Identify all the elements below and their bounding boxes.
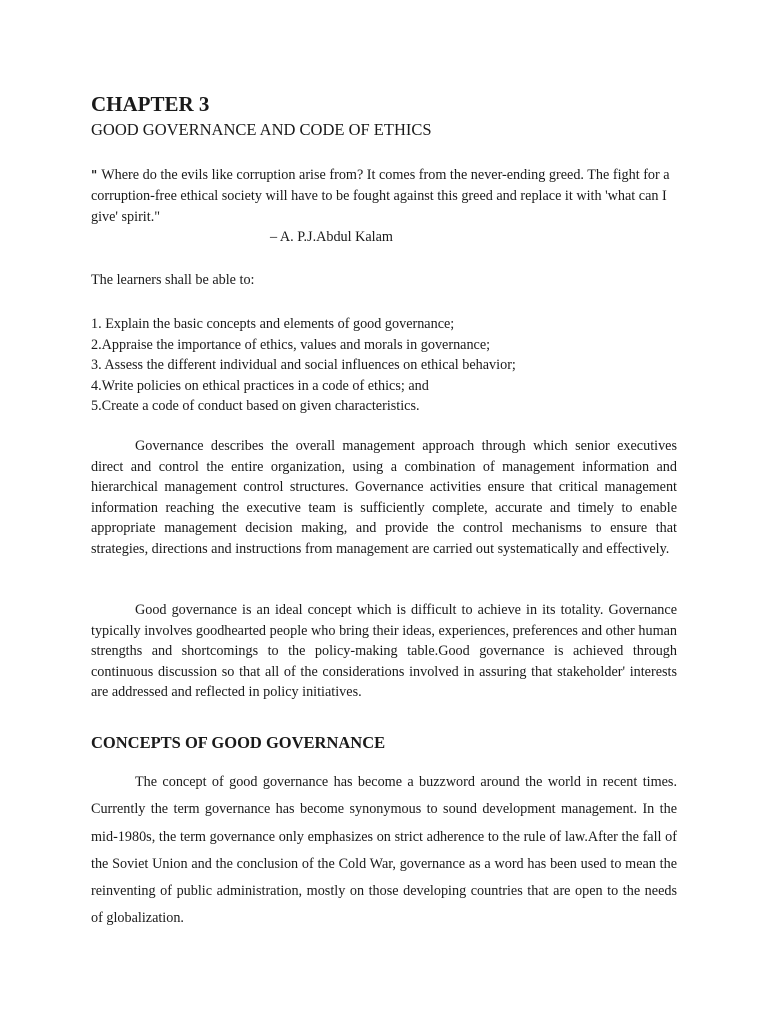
objectives-list bbox=[91, 314, 516, 417]
chapter-title: GOOD GOVERNANCE AND CODE OF ETHICS bbox=[91, 120, 432, 139]
objective-item: 1. Explain the basic concepts and elements of good governance; bbox=[91, 316, 455, 332]
quote-text: Where do the evils like corruption arise from? It comes from the never-ending greed. The fight for a corruption-free ethical society will have to be fought against this greed and replace it with 'what can I give' spirit." bbox=[91, 167, 670, 225]
opening-quote bbox=[91, 165, 681, 228]
good-governance-paragraph: Good governance is an ideal concept which is difficult to achieve in its totality. Governance typically involves goodhearted people who bring their ideas, experiences, preferences and other human strengths and shortcomings to the policy-making table.Good governance is achieved through continuous discussion so that all of the considerations involved in assuring that stakeholder' interests are addressed and reflected in policy initiatives. bbox=[91, 602, 677, 700]
quote-attribution: – A. P.J.Abdul Kalam bbox=[270, 229, 393, 245]
objective-item: 3. Assess the different individual and social influences on ethical behavior; bbox=[91, 357, 516, 373]
objective-item: 2.Appraise the importance of ethics, values and morals in governance; bbox=[91, 336, 491, 353]
governance-paragraph: Governance describes the overall management approach through which senior executives direct and control the entire organization, using a combination of management information and hierarchical management control structures. Governance activities ensure that critical management information reaching the executive team is sufficiently complete, accurate and timely to enable appropriate management decision making, and provide the control mechanisms to ensure that strategies, directions and instructions from management are carried out systematically and effectively. bbox=[91, 438, 677, 557]
objective-item: 5.Create a code of conduct based on given characteristics. bbox=[91, 398, 420, 414]
chapter-heading: CHAPTER 3 bbox=[91, 92, 210, 116]
section-heading: CONCEPTS OF GOOD GOVERNANCE bbox=[91, 733, 386, 752]
learners-intro: The learners shall be able to: bbox=[91, 272, 255, 288]
concepts-paragraph: The concept of good governance has become a buzzword around the world in recent times. Currently the term governance has become synonymous to sound development management. In the mid-1980s, the term governance only emphasizes on strict adherence to the rule of law.After the fall of the Soviet Union and the conclusion of the Cold War, governance as a word has been used to mean the reinventing of public administration, mostly on those developing countries that are open to the needs of globalization. bbox=[91, 774, 677, 927]
objective-item: 4.Write policies on ethical practices in a code of ethics; and bbox=[91, 377, 429, 394]
quote-mark: " bbox=[91, 168, 98, 182]
